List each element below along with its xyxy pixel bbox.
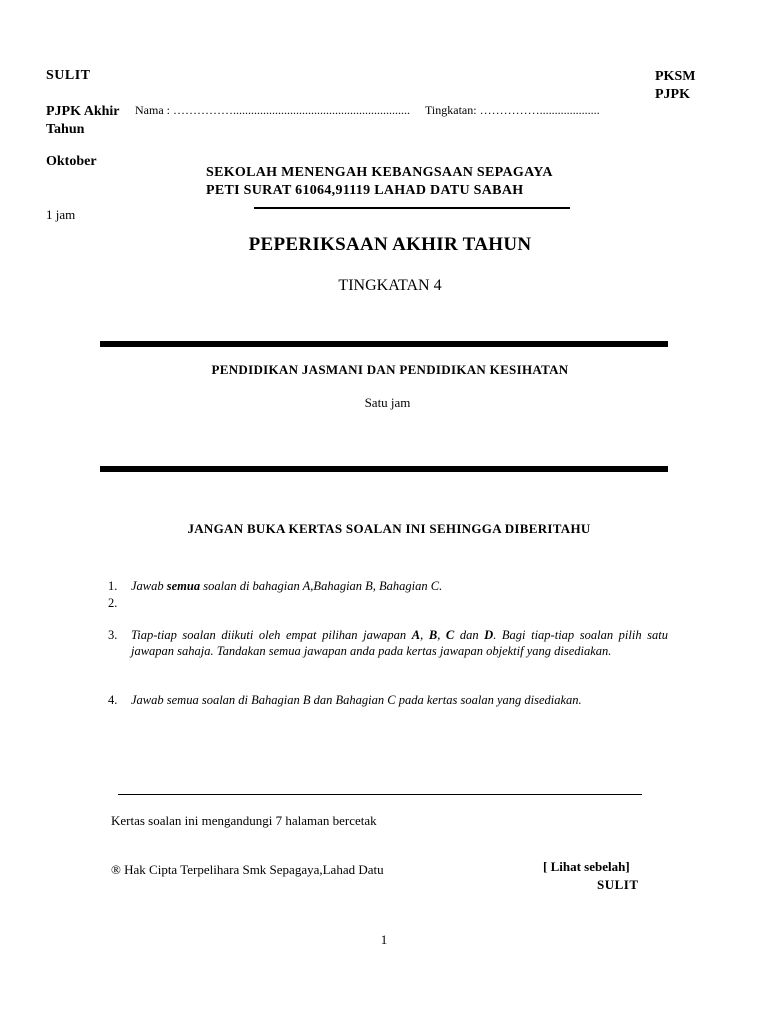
page-number: 1 xyxy=(380,932,388,947)
instruction-number: 4. xyxy=(108,693,118,707)
warning-notice: JANGAN BUKA KERTAS SOALAN INI SEHINGGA DIBERITAHU xyxy=(187,521,591,536)
exam-time: 1 jam xyxy=(46,207,76,222)
option-b: B xyxy=(428,628,438,642)
thick-divider-top xyxy=(100,341,668,347)
instruction-text: Jawab semua soalan di Bahagian B dan Bahagian C pada kertas soalan yang disediakan. xyxy=(131,693,582,707)
turn-over-note: [ Lihat sebelah] xyxy=(543,859,630,874)
paper-code-right xyxy=(655,68,695,104)
paper-code-left xyxy=(46,103,136,139)
copyright-notice: ® Hak Cipta Terpelihara Smk Sepagaya,Lahad Datu xyxy=(111,862,384,877)
school-name: SEKOLAH MENENGAH KEBANGSAAN SEPAGAYA xyxy=(206,165,553,180)
form-field[interactable]: Tingkatan: …………….................... xyxy=(425,103,600,117)
instruction-text-part: dan xyxy=(454,628,485,642)
page-count-note: Kertas soalan ini mengandungi 7 halaman bercetak xyxy=(111,813,377,828)
instruction-item xyxy=(108,627,668,659)
option-a: A xyxy=(411,628,421,642)
paper-code-right-line2: PJPK xyxy=(655,87,690,102)
exam-title: PEPERIKSAAN AKHIR TAHUN xyxy=(248,234,532,255)
instruction-text-part: soalan di bahagian A,Bahagian B, Bahagian C. xyxy=(200,579,443,593)
instruction-text xyxy=(131,578,668,594)
instruction-text: Tiap-tiap soalan diikuti oleh empat pilihan jawapan A, B, C dan D. Bagi tiap-tiap soalan pilih satu jawapan sahaja. Tandakan semua jawapan anda pada kertas jawapan objektif yang disediakan. xyxy=(131,628,669,658)
instruction-item xyxy=(108,578,668,594)
option-d: D xyxy=(484,628,494,642)
header-divider xyxy=(254,207,570,209)
paper-code-left-line2: Tahun xyxy=(46,122,85,137)
paper-code-left-line1: PJPK Akhir xyxy=(46,104,120,119)
instruction-text-part: Tiap-tiap soalan diikuti oleh empat pilihan jawapan xyxy=(131,628,412,642)
thick-divider-bottom xyxy=(100,466,668,472)
subject-title: PENDIDIKAN JASMANI DAN PENDIDIKAN KESIHATAN xyxy=(211,362,569,377)
option-c: C xyxy=(445,628,455,642)
instruction-emphasis: semua xyxy=(166,579,201,593)
name-field[interactable]: Nama : ……………........................................................... xyxy=(135,103,410,117)
instruction-number: 1. xyxy=(108,579,118,593)
form-level: TINGKATAN 4 xyxy=(338,277,442,294)
exam-month: Oktober xyxy=(46,154,97,169)
footer-divider xyxy=(118,794,642,795)
exam-duration: Satu jam xyxy=(364,395,411,410)
paper-code-right-line1: PKSM xyxy=(655,69,696,84)
instruction-item xyxy=(108,692,668,708)
instruction-text-part: Jawab xyxy=(131,579,167,593)
school-address: PETI SURAT 61064,91119 LAHAD DATU SABAH xyxy=(206,183,524,198)
sulit-label-bottom: SULIT xyxy=(597,877,639,892)
instruction-number: 3. xyxy=(108,628,118,642)
instruction-number: 2. xyxy=(108,596,118,610)
instruction-text-part: . Bagi tiap-tiap soalan pilih satu jawapan sahaja. Tandakan semua jawapan anda pada kertas jawapan objektif yang disediakan. xyxy=(131,628,669,658)
sulit-label-top: SULIT xyxy=(46,68,91,83)
